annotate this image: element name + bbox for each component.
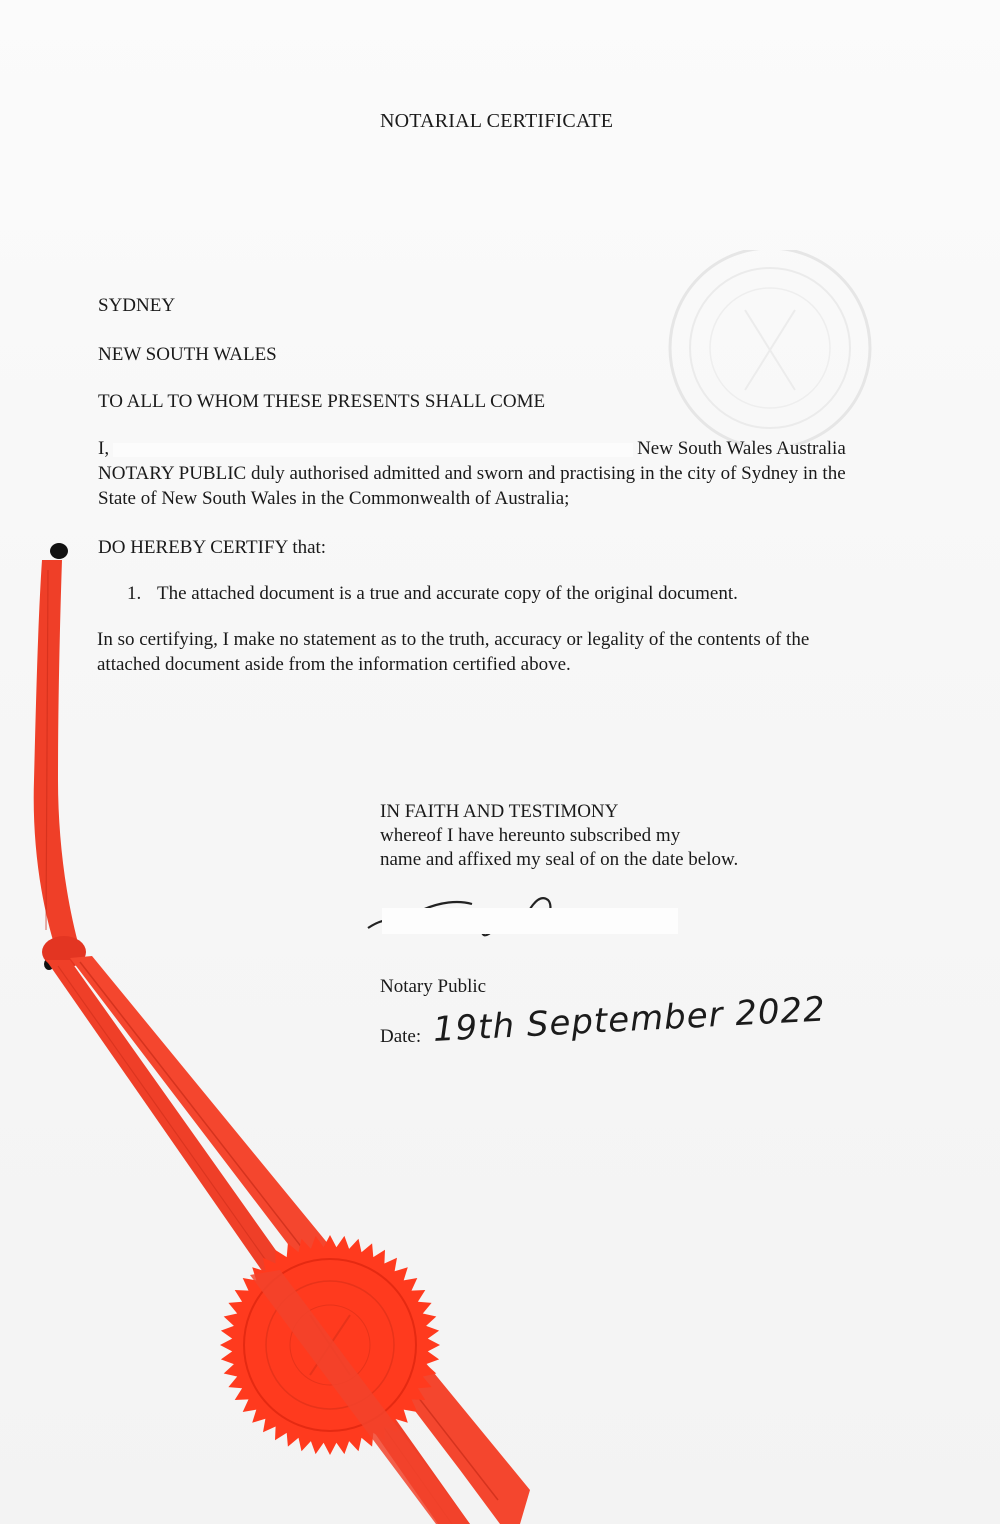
testimony-heading: IN FAITH AND TESTIMONY bbox=[380, 801, 619, 822]
date-label: Date: bbox=[380, 1026, 422, 1047]
ribbon-strip-vertical bbox=[34, 560, 80, 950]
intro-line-2: NOTARY PUBLIC duly authorised admitted and sworn and practising in the city of Sydney in the bbox=[98, 463, 846, 484]
testimony-line-1: whereof I have hereunto subscribed my bbox=[380, 825, 681, 846]
certify-item-text: The attached document is a true and accurate copy of the original document. bbox=[157, 583, 738, 604]
certify-heading: DO HEREBY CERTIFY that: bbox=[98, 537, 327, 558]
testimony-line-2: name and affixed my seal of on the date below. bbox=[380, 849, 739, 870]
disclaimer-line-1: In so certifying, I make no statement as to the truth, accuracy or legality of the contents of the bbox=[97, 629, 810, 650]
certify-item-number: 1. bbox=[127, 583, 142, 604]
document-title: NOTARIAL CERTIFICATE bbox=[380, 110, 614, 132]
disclaimer-line-2: attached document aside from the information certified above. bbox=[97, 654, 571, 675]
signatory-title: Notary Public bbox=[380, 976, 487, 997]
intro-prefix: I, bbox=[98, 438, 110, 459]
intro-suffix: New South Wales Australia bbox=[637, 438, 846, 459]
state-line: NEW SOUTH WALES bbox=[98, 344, 277, 365]
greeting-line: TO ALL TO WHOM THESE PRESENTS SHALL COME bbox=[98, 391, 546, 412]
intro-line-3: State of New South Wales in the Commonwealth of Australia; bbox=[98, 488, 570, 509]
handwritten-date: 19th September 2022 bbox=[431, 989, 827, 1050]
city-line: SYDNEY bbox=[98, 295, 176, 316]
